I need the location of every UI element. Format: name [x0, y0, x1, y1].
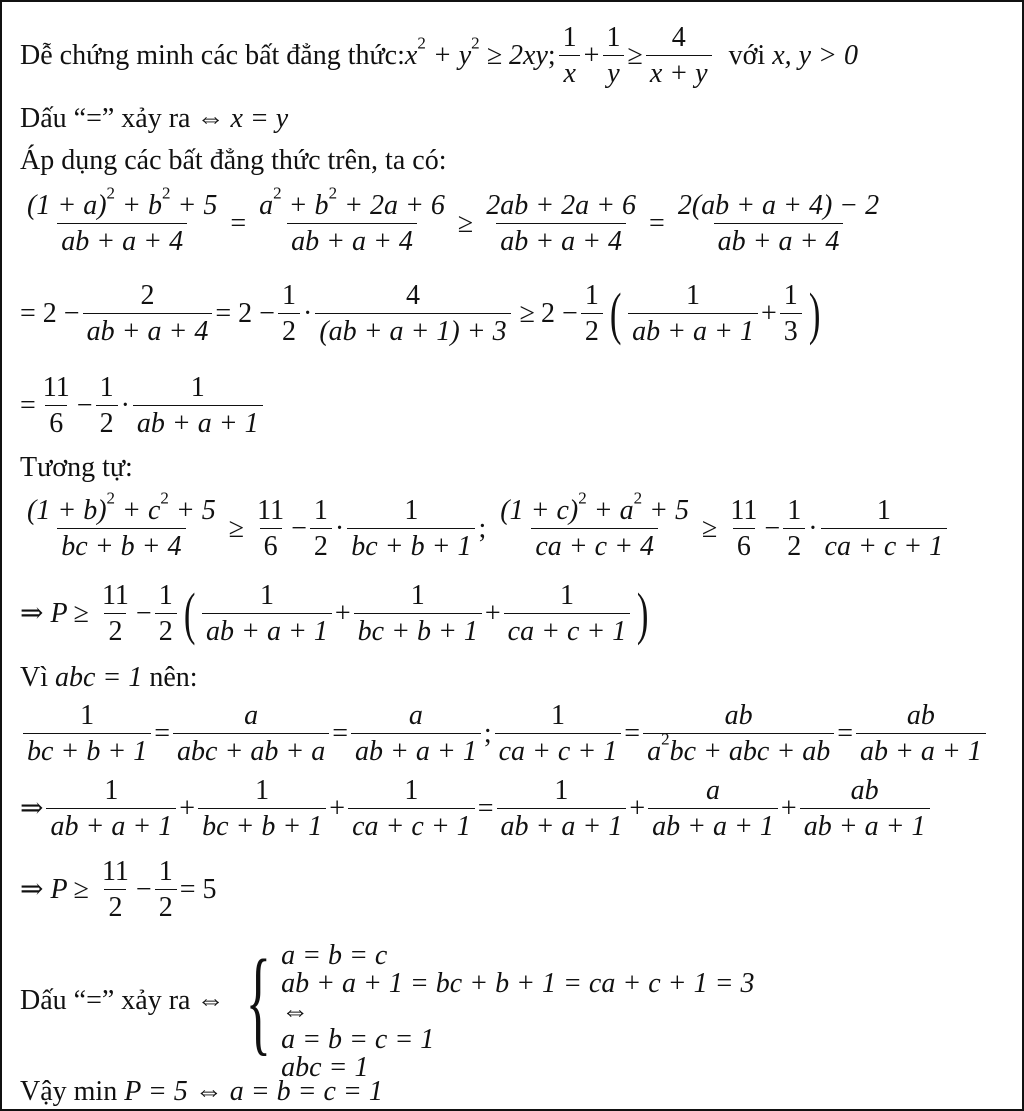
- line-first-estimate: $\frac{(1 + a)^2 + b^2 + 5}{ab + a + 4}$ = $\frac{a^2 + b^2 + 2a + 6}{ab + a + 4}$ ≥ $\frac{2ab + 2a + 6}{ab + a + 4}$ = $\frac{2(ab + a + 4) - 2}{ab + a + 4}$: [27, 183, 880, 257]
- line-similar-estimates: $\frac{(1 + b)^2 + c^2 + 5}{bc + b + 4}$ ≥ $\frac{11}{6}$ − $\frac{1}{2}$ · $\frac{1}{bc + b + 1}$ ; $\frac{(1 + c)^2 + a^2 + 5}{ca + c + 4}$ ≥ $\frac{11}{6}$ − $\frac{1}{2}$ · $\frac{1}{ca + c + 1}$: [20, 497, 950, 561]
- line-similarly: Tương tự:: [20, 452, 133, 483]
- line-third-estimate: = $\frac{11}{6}$ − $\frac{1}{2}$ · $\frac{1}{ab + a + 1}$: [20, 374, 266, 438]
- line-apply-inequalities: Áp dụng các bất đẳng thức trên, ta có:: [20, 145, 447, 176]
- line-known-inequalities: Dễ chứng minh các bất đẳng thức: $x^2 + y^2 \ge 2xy$ ; $\frac{1}{x}$ + $\frac{1}{y}$ ≥ $\frac{4}{x + y}$ với x, y > 0: [20, 22, 858, 89]
- line-since-abc: Vì abc = 1 nên:: [20, 662, 198, 693]
- line-equality-condition: Dấu “=” xảy ra ⇔ x = y: [20, 103, 289, 134]
- line-p-final-bound: ⇒ P ≥ $\frac{11}{2}$ − $\frac{1}{2}$ = 5: [20, 856, 217, 923]
- line-conclusion: Vậy min P = 5 ⇔ a = b = c = 1: [20, 1076, 383, 1107]
- line-sum-identity: ⇒ $\frac{1}{ab + a + 1}$ + $\frac{1}{bc + b + 1}$ + $\frac{1}{ca + c + 1}$ = $\frac{1}{ab + a + 1}$ + $\frac{a}{ab + a + 1}$ + $\frac{ab}{ab + a + 1}$: [20, 777, 933, 841]
- line-p-bound: ⇒ P ≥ $\frac{11}{2}$ − $\frac{1}{2}$ ( $\frac{1}{ab + a + 1}$ + $\frac{1}{bc + b + 1}$ + $\frac{1}{ca + c + 1}$ ): [20, 580, 649, 647]
- line-substitutions: $\frac{1}{bc + b + 1}$ = $\frac{a}{\text{abc + ab + a}}$ = $\frac{a}{ab + a + 1}$ ; $\frac{1}{ca + c + 1}$ = $\frac{ab}{a^2bc + abc + ab}$ = $\frac{ab}{ab + a + 1}$: [20, 702, 989, 766]
- line-second-estimate: = 2 − $\frac{2}{ab + a + 4}$ = 2 − $\frac{1}{2}$ · $\frac{4}{(ab + a + 1) + 3}$ ≥ 2 − $\frac{1}{2}$ ( $\frac{1}{ab + a + 1}$ + $\frac{1}{3}$ ): [20, 280, 821, 347]
- line-equality-system: Dấu “=” xảy ra ⇔ { a = b = c ab + a + 1 = bc + b + 1 = ca + c + 1 = 3 ⇔ a = b = c = 1 abc = 1: [20, 934, 755, 1083]
